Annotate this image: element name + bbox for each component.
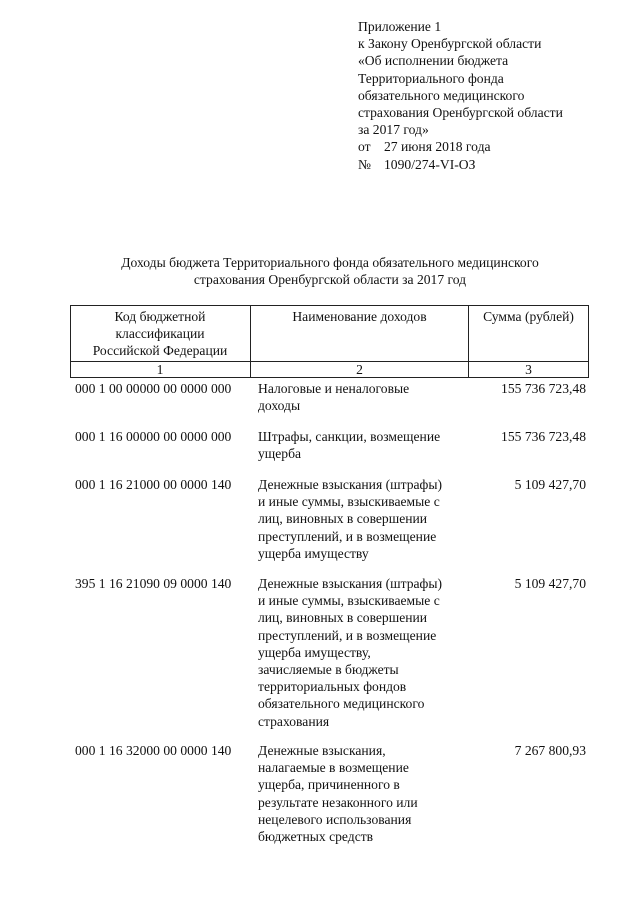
appendix-block — [358, 18, 628, 173]
appendix-number — [358, 156, 628, 173]
header-sum: Сумма (рублей) — [483, 309, 574, 324]
row-code: 000 1 16 32000 00 0000 140 — [75, 743, 232, 758]
row-name: Штрафы, санкции, возмещение ущерба — [258, 429, 441, 462]
appendix-date-label: от — [358, 139, 371, 155]
column-number: 1 — [156, 362, 164, 377]
row-name: Денежные взыскания, налагаемые в возмещение ущерба, причиненного в результате незаконного или нецелевого использования бюджетных средств — [258, 743, 418, 845]
appendix-date — [358, 138, 628, 155]
appendix-line: Территориального фонда — [358, 70, 504, 86]
table-border — [588, 306, 589, 377]
row-sum: 5 109 427,70 — [514, 477, 586, 492]
row-code: 000 1 16 21000 00 0000 140 — [75, 477, 232, 492]
row-sum: 5 109 427,70 — [514, 576, 586, 591]
title-line: Доходы бюджета Территориального фонда обязательного медицинского — [121, 255, 539, 270]
appendix-number-label: № — [358, 156, 371, 172]
row-code: 000 1 00 00000 00 0000 000 — [75, 381, 232, 396]
appendix-line: к Закону Оренбургской области — [358, 36, 542, 52]
appendix-line: страхования Оренбургской области — [358, 105, 563, 121]
row-name: Денежные взыскания (штрафы) и иные суммы, взыскиваемые с лиц, виновных в совершении преступлений, и в возмещение ущерба имуществу — [258, 477, 443, 561]
title-line: страхования Оренбургской области за 2017 год — [193, 272, 467, 288]
table-header — [70, 305, 589, 378]
header-code-line: Российской Федерации — [92, 343, 228, 358]
row-code: 000 1 16 00000 00 0000 000 — [75, 429, 232, 444]
row-name: Денежные взыскания (штрафы) и иные суммы, взыскиваемые с лиц, виновных в совершении преступлений, и в возмещение ущерба имуществу, зачисляемые в бюджеты территориальных фондов обязательного медицинского страхования — [258, 576, 443, 729]
column-number: 3 — [525, 362, 532, 377]
row-code: 395 1 16 21090 09 0000 140 — [75, 576, 232, 591]
document-title — [40, 254, 620, 288]
row-sum: 155 736 723,48 — [501, 381, 586, 396]
header-code-line: Код бюджетной — [114, 309, 206, 324]
header-name: Наименование доходов — [292, 309, 427, 324]
row-name: Налоговые и неналоговые доходы — [258, 381, 410, 414]
appendix-line: за 2017 год» — [358, 122, 429, 138]
header-code-line: классификации — [115, 326, 205, 341]
appendix-line: обязательного медицинского — [358, 87, 525, 103]
appendix-number-value: 1090/274-VI-ОЗ — [384, 156, 476, 172]
header-code — [70, 308, 250, 359]
appendix-line: Приложение 1 — [358, 19, 442, 34]
appendix-line: «Об исполнении бюджета — [358, 53, 509, 69]
appendix-date-value: 27 июня 2018 года — [384, 139, 491, 155]
column-number: 2 — [356, 362, 363, 377]
row-sum: 7 267 800,93 — [514, 743, 586, 758]
row-sum: 155 736 723,48 — [501, 429, 586, 444]
